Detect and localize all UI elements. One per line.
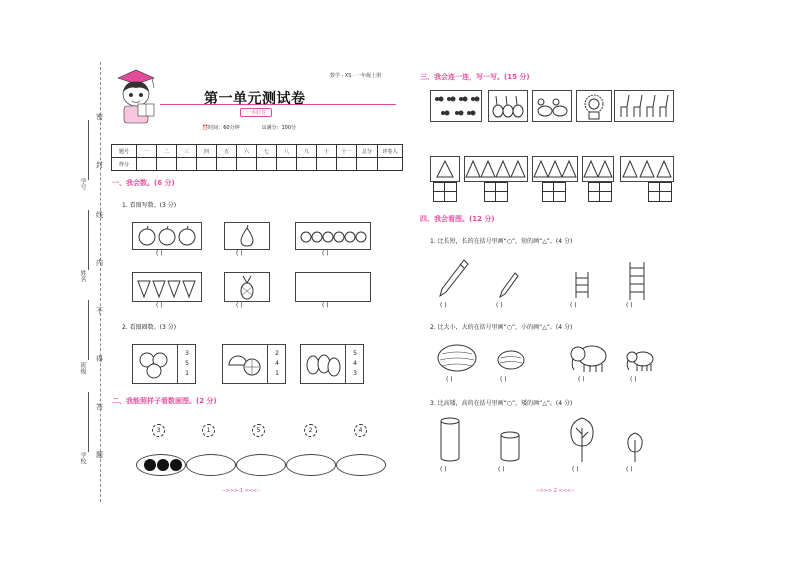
- draw-ellipse[interactable]: [286, 454, 336, 476]
- exam-score: ☑满分：100分: [262, 125, 297, 131]
- student-id-blank[interactable]: [88, 120, 89, 180]
- animal-box-rabbits[interactable]: [488, 90, 528, 122]
- score-cell[interactable]: [317, 158, 337, 171]
- score-cell[interactable]: [237, 158, 257, 171]
- answer-blank[interactable]: ( ): [496, 302, 503, 309]
- number-badge: 4: [354, 424, 367, 437]
- table-row: [112, 145, 403, 158]
- short-cylinder-icon: [498, 430, 522, 464]
- binding-char: 得: [96, 355, 103, 363]
- question-4-3: 3. 比高矮，高的在括号里画“○”，矮的画“△”。(4 分): [430, 400, 573, 407]
- draw-ellipse[interactable]: [336, 454, 386, 476]
- circle-box-watermelons: [222, 344, 286, 384]
- giraffe-icon: [615, 91, 673, 121]
- answer-blank[interactable]: ( ): [440, 466, 447, 473]
- question-1-2: 2. 看图圈数。(3 分): [122, 324, 177, 331]
- answer-blank[interactable]: ( ): [500, 376, 507, 383]
- picture-box-pineapple: [224, 272, 270, 302]
- answer-blank[interactable]: ( ): [236, 250, 243, 257]
- animal-box-ducks[interactable]: [532, 90, 572, 122]
- triangle-group[interactable]: [430, 156, 460, 182]
- write-grid[interactable]: [542, 182, 566, 202]
- triangle-group[interactable]: [582, 156, 614, 182]
- exam-time: ⏰时间：60分钟: [202, 125, 240, 131]
- orange-icon: [133, 345, 177, 383]
- table-cell: 二: [157, 145, 177, 158]
- small-watermelon-icon: [496, 348, 526, 372]
- picture-box-empty[interactable]: [295, 272, 371, 302]
- write-grid[interactable]: [484, 182, 508, 202]
- table-cell: 总分: [357, 145, 378, 158]
- book-info: 数学 · XS · 一年级上册: [330, 73, 382, 79]
- answer-blank[interactable]: ( ): [498, 466, 505, 473]
- divider: [267, 345, 268, 383]
- section-3-title: 三、我会连一连，写一写。(15 分): [420, 73, 530, 81]
- number-badge: 1: [202, 424, 215, 437]
- write-grid[interactable]: [588, 182, 612, 202]
- table-cell: 题号: [112, 145, 137, 158]
- picture-box-pear: [224, 222, 270, 250]
- circle-number-options[interactable]: 2 4 1: [275, 350, 279, 377]
- clock-icon: ⏰: [202, 125, 209, 131]
- table-cell: 十: [317, 145, 337, 158]
- answer-blank[interactable]: ( ): [322, 302, 329, 309]
- black-dot: [144, 459, 156, 471]
- picture-box-strawberries: [132, 272, 202, 302]
- tall-ladder-icon: [626, 260, 648, 302]
- watermelon-icon: [223, 345, 267, 383]
- table-cell: 九: [297, 145, 317, 158]
- write-grid[interactable]: [433, 182, 457, 202]
- circle-number-options[interactable]: 5 4 3: [353, 350, 357, 377]
- triangle-group[interactable]: [532, 156, 578, 182]
- score-cell[interactable]: [357, 158, 378, 171]
- table-cell: 评卷人: [378, 145, 403, 158]
- answer-blank[interactable]: ( ): [626, 466, 633, 473]
- answer-blank[interactable]: ( ): [630, 376, 637, 383]
- class-label: 班级: [79, 362, 86, 374]
- tall-tree-icon: [566, 414, 598, 464]
- strawberry-icon: [133, 273, 201, 301]
- pineapple-icon: [225, 273, 269, 301]
- binding-char: 密: [96, 113, 103, 121]
- question-1-1: 1. 看图写数。(3 分): [122, 202, 177, 209]
- name-blank[interactable]: [88, 210, 89, 270]
- class-blank[interactable]: [88, 300, 89, 360]
- table-cell: 八: [277, 145, 297, 158]
- answer-blank[interactable]: ( ): [322, 250, 329, 257]
- score-cell[interactable]: [177, 158, 197, 171]
- divider: [345, 345, 346, 383]
- page-number: -->>> 1 <<<--: [222, 488, 261, 494]
- long-pencil-icon: [436, 256, 470, 300]
- picture-box-apples: [132, 222, 202, 250]
- answer-blank[interactable]: ( ): [156, 302, 163, 309]
- answer-blank[interactable]: ( ): [440, 302, 447, 309]
- table-cell: 五: [217, 145, 237, 158]
- mascot-girl-icon: [112, 66, 160, 126]
- score-cell[interactable]: [378, 158, 403, 171]
- score-table: [111, 144, 403, 171]
- short-tree-icon: [624, 430, 646, 464]
- score-cell[interactable]: [137, 158, 157, 171]
- answer-blank[interactable]: ( ): [626, 302, 633, 309]
- section-2-title: 二、我能照样子看数画图。(2 分): [112, 397, 217, 405]
- short-ladder-icon: [572, 270, 592, 300]
- tall-cylinder-icon: [438, 416, 462, 464]
- answer-blank[interactable]: ( ): [156, 250, 163, 257]
- score-cell[interactable]: [277, 158, 297, 171]
- number-badge: 2: [304, 424, 317, 437]
- animal-box-lion[interactable]: [576, 90, 612, 122]
- page-number: -->>> 2 <<<--: [536, 488, 575, 494]
- school-label: 学校: [79, 452, 86, 464]
- binding-char: 封: [96, 161, 103, 169]
- divider: [177, 345, 178, 383]
- triangle-group[interactable]: [620, 156, 674, 182]
- binding-char: 答: [96, 403, 103, 411]
- binding-char: 题: [96, 451, 103, 459]
- answer-blank[interactable]: ( ): [578, 376, 585, 383]
- name-label: 姓名: [79, 270, 86, 282]
- short-pencil-icon: [498, 270, 520, 300]
- table-cell: 六: [237, 145, 257, 158]
- draw-ellipse[interactable]: [236, 454, 286, 476]
- number-badge: 5: [252, 424, 265, 437]
- answer-blank[interactable]: ( ): [572, 466, 579, 473]
- student-id-label: 学号: [79, 178, 86, 190]
- answer-blank[interactable]: ( ): [446, 376, 453, 383]
- black-dot: [157, 459, 169, 471]
- score-cell[interactable]: [257, 158, 277, 171]
- number-badge: 3: [152, 424, 165, 437]
- table-cell: 四: [197, 145, 217, 158]
- big-watermelon-icon: [436, 342, 478, 374]
- binding-char: 内: [96, 259, 103, 267]
- big-elephant-icon: [568, 340, 610, 374]
- section-4-title: 四、我会看图。(12 分): [420, 215, 495, 223]
- score-cell[interactable]: [217, 158, 237, 171]
- brand-ribbon: 一本好卷: [240, 108, 272, 117]
- question-4-2: 2. 比大小，大的在括号里画“○”，小的画“△”。(4 分): [430, 324, 573, 331]
- peach-icon: [296, 223, 370, 249]
- circle-box-oranges: [132, 344, 196, 384]
- lion-icon: [577, 91, 611, 121]
- check-box-icon: ☑: [262, 125, 267, 131]
- score-cell[interactable]: [197, 158, 217, 171]
- animal-box-giraffes[interactable]: [614, 90, 674, 122]
- table-cell: 十一: [337, 145, 357, 158]
- ant-icon: [431, 91, 481, 121]
- table-cell: 得分: [112, 158, 137, 171]
- triangle-group[interactable]: [464, 156, 528, 182]
- black-dot: [170, 459, 182, 471]
- write-grid[interactable]: [648, 182, 672, 202]
- picture-box-peaches: [295, 222, 371, 250]
- circle-box-mangoes: [300, 344, 364, 384]
- section-1-title: 一、我会数。(6 分): [112, 179, 175, 187]
- table-cell: 三: [177, 145, 197, 158]
- question-4-1: 1. 比长短，长的在括号里画“○”，短的画“△”。(4 分): [430, 238, 573, 245]
- score-cell[interactable]: [337, 158, 357, 171]
- page-title: 第一单元测试卷: [204, 91, 306, 107]
- binding-char: 线: [96, 211, 103, 219]
- duck-icon: [533, 91, 571, 121]
- table-cell: 七: [257, 145, 277, 158]
- binding-line: [100, 62, 101, 502]
- mango-icon: [301, 345, 345, 383]
- answer-blank[interactable]: ( ): [570, 302, 577, 309]
- animal-box-ants[interactable]: [430, 90, 482, 122]
- apple-icon: [133, 223, 201, 249]
- small-elephant-icon: [624, 346, 656, 374]
- school-blank[interactable]: [88, 392, 89, 452]
- pear-icon: [225, 223, 269, 249]
- table-row: [112, 158, 403, 171]
- table-cell: 一: [137, 145, 157, 158]
- score-cell[interactable]: [297, 158, 317, 171]
- score-cell[interactable]: [157, 158, 177, 171]
- binding-char: 不: [96, 307, 103, 315]
- rabbit-icon: [489, 91, 527, 121]
- circle-number-options[interactable]: 3 5 1: [185, 350, 189, 377]
- answer-blank[interactable]: ( ): [236, 302, 243, 309]
- draw-ellipse[interactable]: [186, 454, 236, 476]
